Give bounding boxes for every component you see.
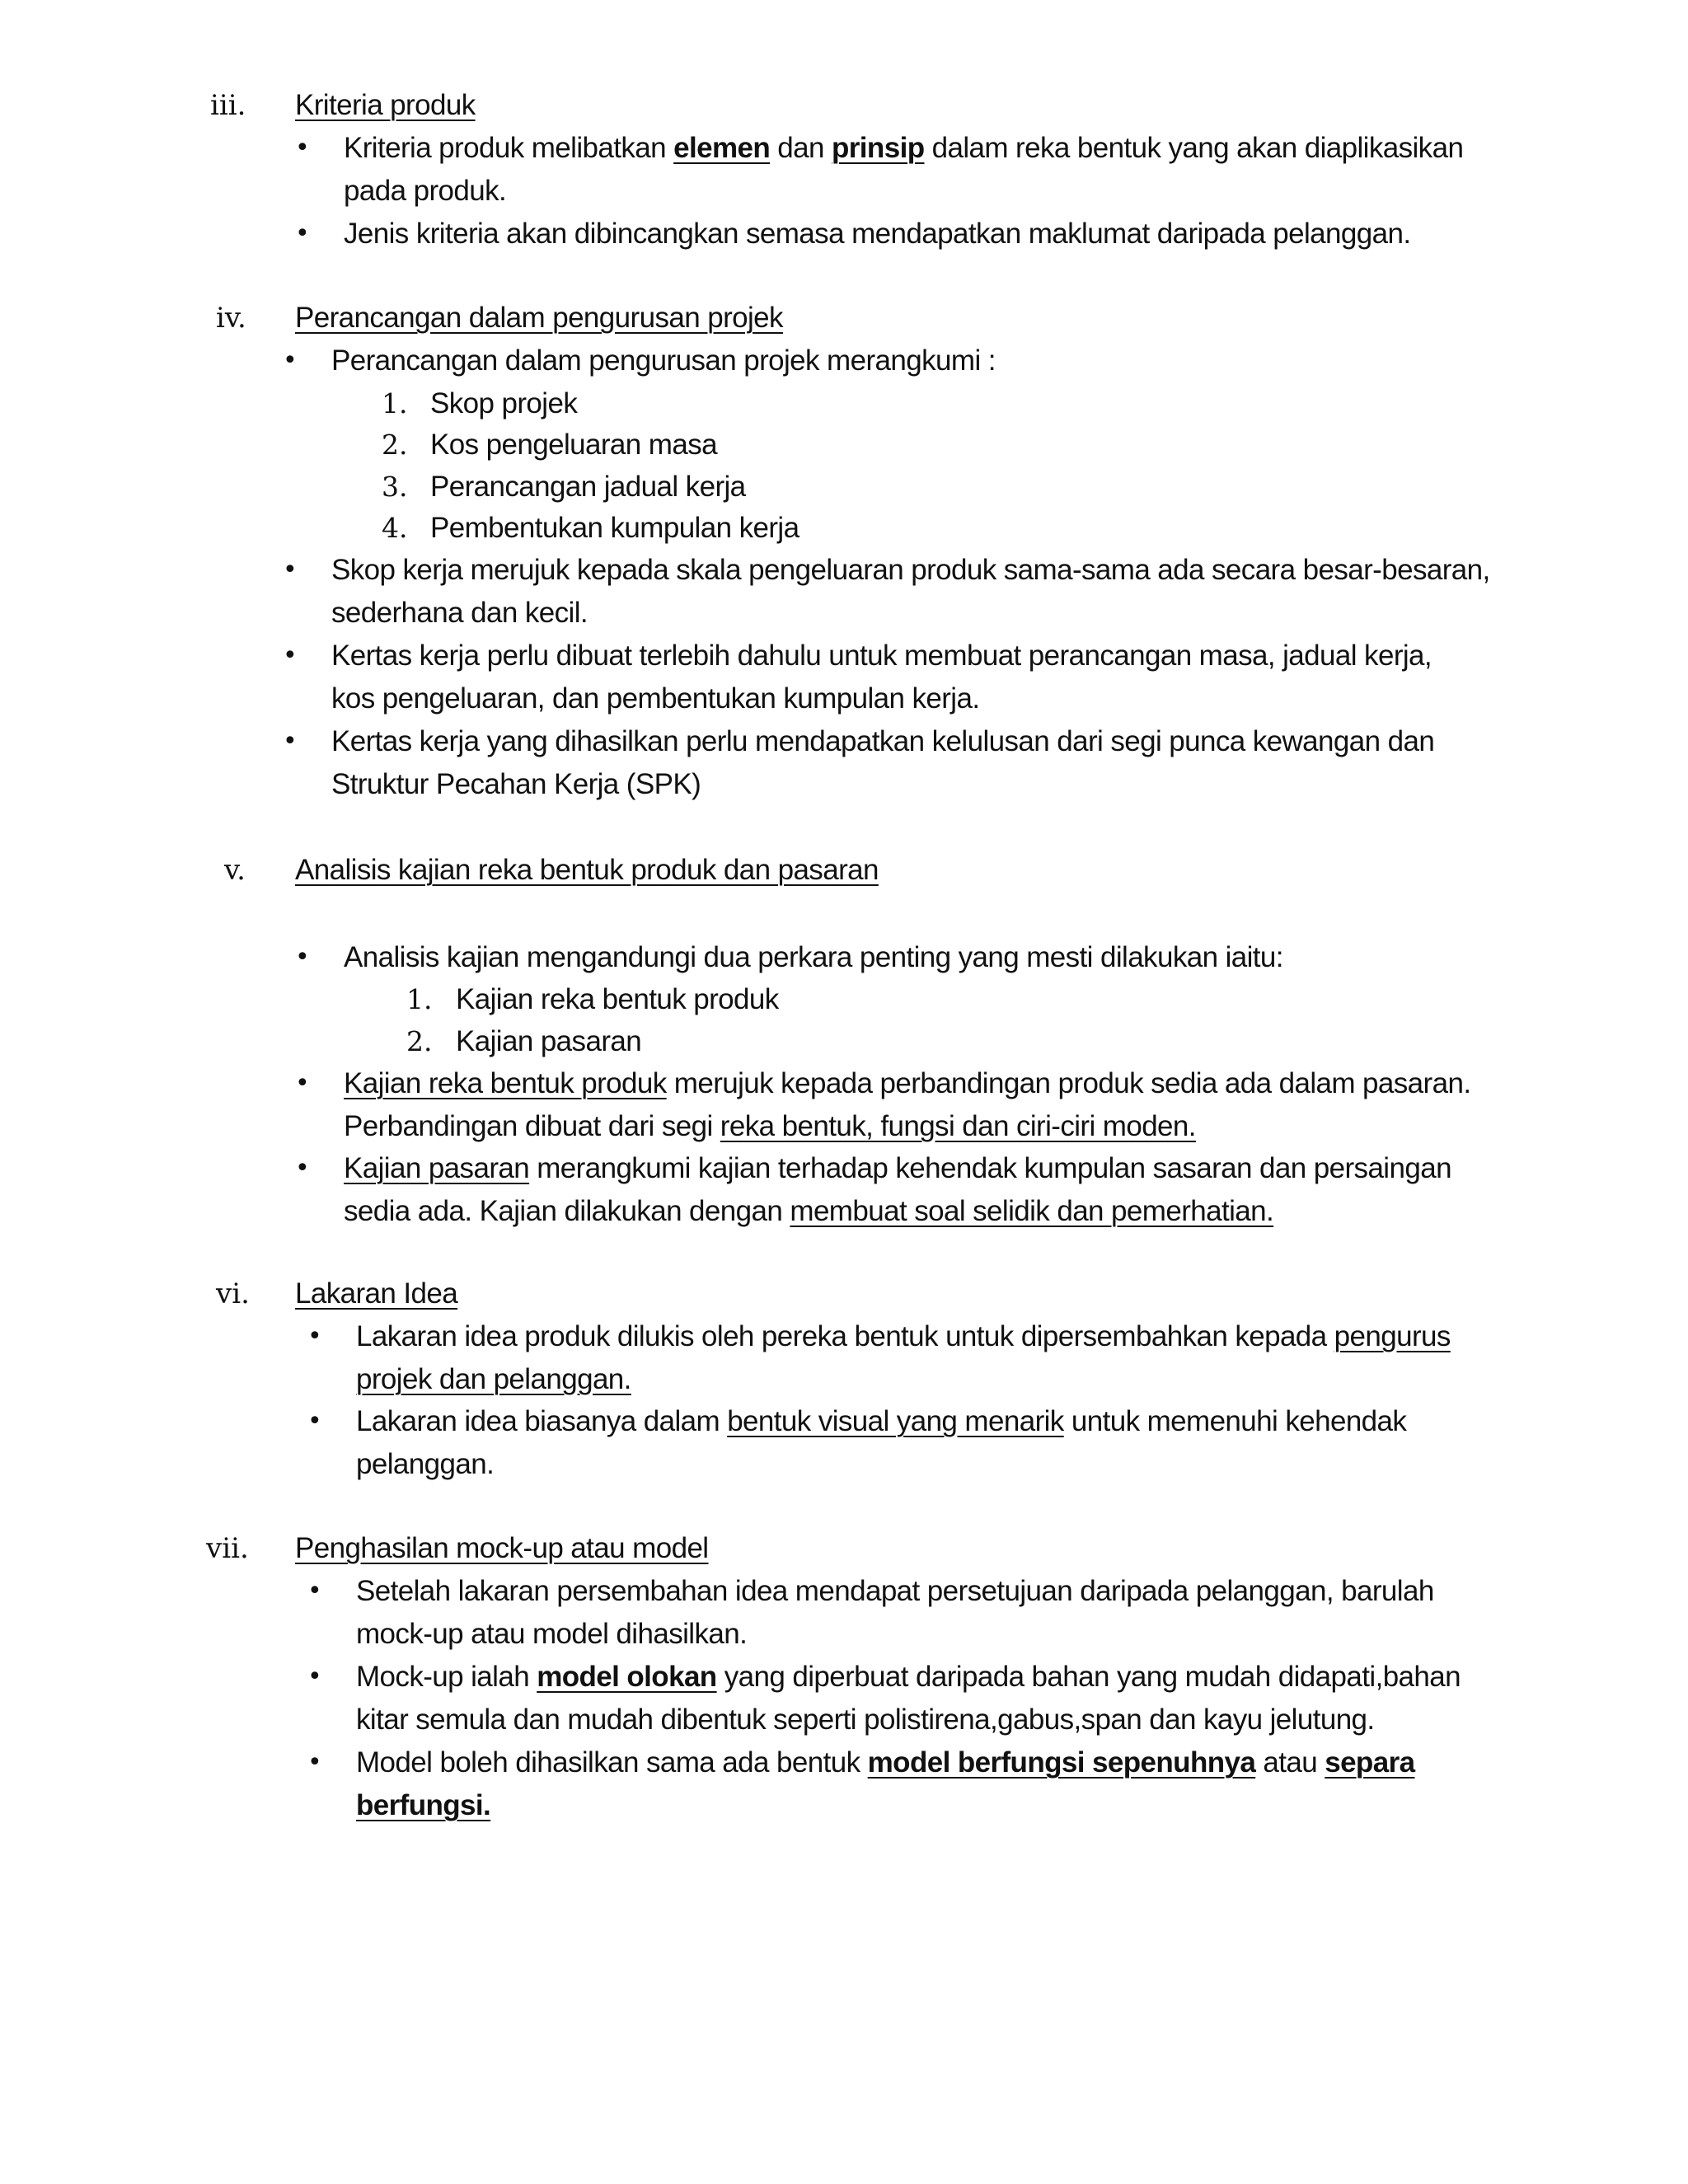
list-item: Perancangan jadual kerja: [430, 471, 746, 503]
list-item: Pembentukan kumpulan kerja: [430, 512, 799, 544]
bullet-icon: •: [307, 1407, 322, 1436]
bullet-icon: •: [295, 943, 310, 972]
bullet-icon: •: [295, 1154, 310, 1183]
section-number: vii.: [206, 1532, 249, 1565]
list-number: 2.: [406, 1025, 433, 1057]
bullet-icon: •: [307, 1662, 322, 1691]
list-item: Kajian reka bentuk produk: [456, 983, 779, 1015]
bullet-text: Lakaran idea biasanya dalam bentuk visual yang menarik untuk memenuhi kehendak pelanggan.: [356, 1405, 1407, 1480]
bullet-icon: •: [295, 134, 310, 162]
list-number: 4.: [382, 512, 408, 544]
bullet-text: Kertas kerja yang dihasilkan perlu mendapatkan kelulusan dari segi punca kewangan dan Struktur Pecahan Kerja (SPK): [331, 725, 1435, 800]
term-model-berfungsi: model berfungsi sepenuhnya: [867, 1746, 1256, 1779]
bullet-text: Skop kerja merujuk kepada skala pengeluaran produk sama-sama ada secara besar-besaran, sederhana dan kecil.: [331, 554, 1490, 629]
bullet-icon: •: [307, 1748, 322, 1777]
section-number: iii.: [210, 89, 246, 122]
list-number: 2.: [382, 429, 408, 461]
section-number: iv.: [216, 302, 246, 335]
section-heading: Perancangan dalam pengurusan projek: [295, 302, 783, 334]
bullet-text: Mock-up ialah model olokan yang diperbuat daripada bahan yang mudah didapati,bahan kitar semula dan mudah dibentuk seperti polistirena,gabus,span dan kayu jelutung.: [356, 1661, 1461, 1736]
term-model-olokan: model olokan: [537, 1661, 717, 1693]
section-heading: Kriteria produk: [295, 89, 476, 121]
bullet-text: Kajian pasaran merangkumi kajian terhadap kehendak kumpulan sasaran dan persaingan sedia ada. Kajian dilakukan dengan membuat soal selidik dan pemerhatian.: [344, 1152, 1451, 1227]
bullet-icon: •: [283, 555, 298, 584]
list-number: 1.: [382, 387, 408, 419]
list-item: Kajian pasaran: [456, 1025, 642, 1057]
bullet-text: Kriteria produk melibatkan elemen dan prinsip dalam reka bentuk yang akan diaplikasikan pada produk.: [344, 132, 1464, 207]
list-number: 3.: [382, 471, 408, 503]
bullet-icon: •: [283, 346, 298, 375]
bullet-text: Kajian reka bentuk produk merujuk kepada perbandingan produk sedia ada dalam pasaran. Perbandingan dibuat dari segi reka bentuk, fungsi dan ciri-ciri moden.: [344, 1067, 1471, 1142]
bullet-text: Perancangan dalam pengurusan projek merangkumi :: [331, 344, 996, 377]
bullet-text: Kertas kerja perlu dibuat terlebih dahulu untuk membuat perancangan masa, jadual kerja, kos pengeluaran, dan pembentukan kumpulan kerja.: [331, 640, 1432, 715]
section-heading: Lakaran Idea: [295, 1277, 458, 1310]
section-number: v.: [224, 854, 246, 887]
term-prinsip: prinsip: [832, 132, 925, 164]
bullet-icon: •: [283, 727, 298, 756]
list-item: Skop projek: [430, 387, 578, 419]
section-number: vi.: [216, 1277, 250, 1310]
section-heading: Penghasilan mock-up atau model: [295, 1532, 709, 1564]
bullet-icon: •: [295, 219, 310, 248]
term-separa-berfungsi: separa berfungsi.: [356, 1746, 1415, 1821]
list-number: 1.: [406, 983, 433, 1015]
bullet-icon: •: [307, 1322, 322, 1351]
bullet-icon: •: [307, 1577, 322, 1605]
section-heading: Analisis kajian reka bentuk produk dan pasaran: [295, 854, 879, 886]
bullet-text: Jenis kriteria akan dibincangkan semasa mendapatkan maklumat daripada pelanggan.: [344, 218, 1411, 250]
bullet-text: Model boleh dihasilkan sama ada bentuk model berfungsi sepenuhnya atau separa berfungsi.: [356, 1746, 1415, 1821]
bullet-text: Setelah lakaran persembahan idea mendapat persetujuan daripada pelanggan, barulah mock-up atau model dihasilkan.: [356, 1575, 1434, 1650]
term-elemen: elemen: [673, 132, 771, 164]
bullet-icon: •: [283, 641, 298, 670]
bullet-text: Lakaran idea produk dilukis oleh pereka bentuk untuk dipersembahkan kepada pengurus projek dan pelanggan.: [356, 1320, 1451, 1395]
bullet-text: Analisis kajian mengandungi dua perkara penting yang mesti dilakukan iaitu:: [344, 941, 1283, 973]
list-item: Kos pengeluaran masa: [430, 429, 717, 461]
bullet-icon: •: [295, 1069, 310, 1098]
